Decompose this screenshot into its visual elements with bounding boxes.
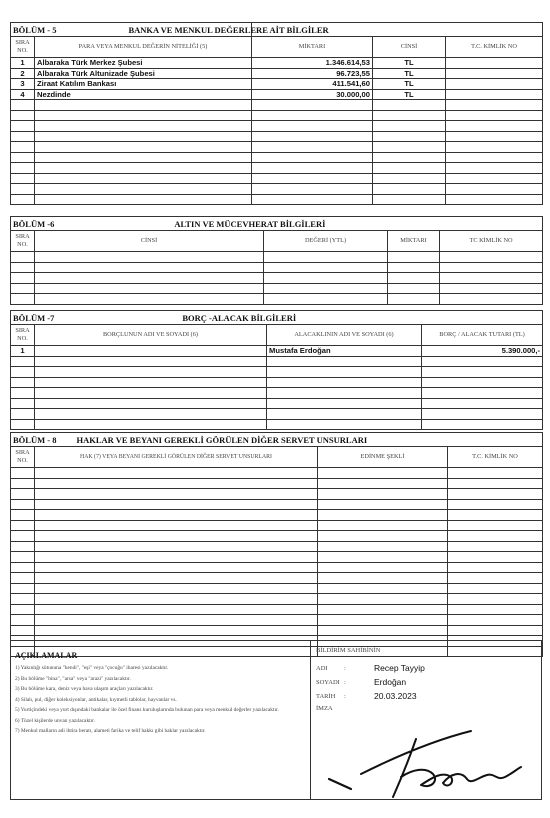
- table-row: [11, 131, 543, 142]
- table-row: [11, 562, 543, 573]
- section-5-title: BANKA VE MENKUL DEĞERLERE AİT BİLGİLER: [128, 24, 329, 35]
- table-row: [11, 625, 543, 636]
- note-item: 1) Yakınlığı sütununa "kendi", "eşi" veya "çocuğu" ibaresi yazılacaktır.: [15, 665, 169, 671]
- row-amount: 96.723,55: [252, 68, 373, 79]
- table-row: [11, 58, 543, 69]
- table-row: [11, 489, 543, 500]
- table-row: [11, 273, 543, 284]
- section-5-title-row: [11, 23, 543, 37]
- note-item: 5) Yurtiçindeki veya yurt dışındaki bankalar ile özel finans kuruluşlarında bulunan para veya menkul değerler yazılacaktır.: [15, 707, 279, 713]
- col-edinme: EDİNME ŞEKLİ: [318, 447, 448, 468]
- section-8-title-row: [11, 433, 543, 447]
- row-name: Ziraat Katılım Bankası: [35, 79, 252, 90]
- table-row: [11, 184, 543, 195]
- col-tutar: BORÇ / ALACAK TUTARI (TL): [422, 325, 543, 346]
- row-no: 4: [11, 89, 35, 100]
- table-row: [11, 89, 543, 100]
- col-miktari: MİKTARI: [388, 231, 440, 252]
- note-item: 3) Bu bölüme kara, deniz veya hava ulaşım araçları yazılacaktır.: [15, 686, 154, 692]
- section-7-header-row: [11, 325, 543, 346]
- row-alacakli: Mustafa Erdoğan: [267, 346, 422, 357]
- col-alacakli: ALACAKLININ ADI VE SOYADI (6): [267, 325, 422, 346]
- section-8-label: BÖLÜM - 8: [13, 434, 57, 445]
- section-6-header-row: [11, 231, 543, 252]
- col-nitelik: PARA VEYA MENKUL DEĞERİN NİTELİĞİ (5): [35, 37, 252, 58]
- section-5-label: BÖLÜM - 5: [13, 24, 57, 35]
- col-tc: T.C. KİMLİK NO: [446, 37, 543, 58]
- table-row: [11, 262, 543, 273]
- section-6-table: [10, 216, 543, 305]
- row-currency: TL: [373, 89, 446, 100]
- declarant-panel: [311, 641, 541, 799]
- row-no: 1: [11, 58, 35, 69]
- section-5-table: [10, 22, 543, 205]
- table-row: [11, 583, 543, 594]
- table-row: [11, 520, 543, 531]
- adi-value: Recep Tayyip: [374, 663, 425, 673]
- section-5-header-row: [11, 37, 543, 58]
- table-row: [11, 252, 543, 263]
- col-tc: T.C. KİMLİK NO: [448, 447, 543, 468]
- table-row: [11, 510, 543, 521]
- table-row: [11, 499, 543, 510]
- row-tutar: 5.390.000,-: [422, 346, 543, 357]
- section-7-title-row: [11, 311, 543, 325]
- col-sira: SIRA NO.: [11, 447, 35, 468]
- row-name: Albaraka Türk Merkez Şubesi: [35, 58, 252, 69]
- note-item: 7) Menkul malların adi ihtira beratı, alameti farika ve telif hakkı gibi haklar yazılacaktır.: [15, 728, 206, 734]
- soyadi-label: SOYADI: [316, 678, 340, 686]
- row-no: 2: [11, 68, 35, 79]
- table-row: [11, 294, 543, 305]
- declarant-soyadi-row: SOYADI : Erdoğan: [316, 677, 407, 687]
- row-currency: TL: [373, 79, 446, 90]
- section-7-title: BORÇ -ALACAK BİLGİLERİ: [182, 312, 297, 323]
- table-row: [11, 173, 543, 184]
- adi-label: ADI: [316, 664, 328, 672]
- table-row: [11, 121, 543, 132]
- row-amount: 411.541,60: [252, 79, 373, 90]
- footer-box: [10, 640, 542, 800]
- table-row: [11, 398, 543, 409]
- notes-panel: [11, 641, 311, 799]
- section-8-header-row: [11, 447, 543, 468]
- row-amount: 1.346.614,53: [252, 58, 373, 69]
- col-sira: SIRA NO.: [11, 231, 35, 252]
- section-6-title: ALTIN VE MÜCEVHERAT BİLGİLERİ: [174, 218, 326, 229]
- section-7-label: BÖLÜM -7: [13, 312, 55, 323]
- row-no: 3: [11, 79, 35, 90]
- table-row: [11, 615, 543, 626]
- note-item: 6) Tüzel kişilerde unvan yazılacaktır.: [15, 717, 95, 724]
- col-hak: HAK (7) VEYA BEYANI GEREKLİ GÖRÜLEN DİĞER SERVET UNSURLARI: [35, 447, 318, 468]
- note-item: 4) Silah, pul, diğer koleksiyonlar, antikalar, kıymetli tablolar, hayvanlar vs.: [15, 696, 177, 703]
- tarih-label: TARİH: [316, 692, 336, 700]
- section-8-table: [10, 432, 543, 657]
- col-borclu: BORÇLUNUN ADI VE SOYADI (6): [35, 325, 267, 346]
- table-row: [11, 367, 543, 378]
- imza-label: İMZA: [316, 705, 333, 712]
- section-6-label: BÖLÜM -6: [13, 218, 55, 229]
- col-cinsi: CİNSİ: [35, 231, 264, 252]
- declarant-heading: BİLDİRİM SAHİBİNİN: [316, 647, 381, 654]
- table-row: [11, 152, 543, 163]
- table-row: [11, 409, 543, 420]
- section-6-title-row: [11, 217, 543, 231]
- tarih-value: 20.03.2023: [374, 691, 417, 701]
- table-row: [11, 79, 543, 90]
- table-row: [11, 541, 543, 552]
- table-row: [11, 573, 543, 584]
- table-row: [11, 377, 543, 388]
- col-cinsi: CİNSİ: [373, 37, 446, 58]
- note-item: 2) Bu bölüme "bina", "arsa" veya "arazi" yazılacaktır.: [15, 675, 131, 682]
- row-currency: TL: [373, 68, 446, 79]
- declarant-tarih-row: TARİH : 20.03.2023: [316, 691, 417, 701]
- declarant-adi-row: ADI : Recep Tayyip: [316, 663, 425, 673]
- table-row: [11, 604, 543, 615]
- section-7-table: [10, 310, 543, 430]
- section-8-title: HAKLAR VE BEYANI GEREKLİ GÖRÜLEN DİĞER SERVET UNSURLARI: [76, 434, 368, 445]
- table-row: [11, 468, 543, 479]
- table-row: [11, 552, 543, 563]
- table-row: [11, 110, 543, 121]
- col-miktar: MİKTARI: [252, 37, 373, 58]
- signature-image: [321, 719, 536, 799]
- table-row: [11, 283, 543, 294]
- row-name: Nezdinde: [35, 89, 252, 100]
- soyadi-value: Erdoğan: [374, 677, 407, 687]
- table-row: [11, 388, 543, 399]
- col-sira: SIRA NO.: [11, 325, 35, 346]
- table-row: [11, 194, 543, 205]
- row-amount: 30.000,00: [252, 89, 373, 100]
- table-row: [11, 346, 543, 357]
- row-currency: TL: [373, 58, 446, 69]
- col-sira: SIRA NO.: [11, 37, 35, 58]
- notes-title: AÇIKLAMALAR: [15, 651, 78, 660]
- table-row: [11, 594, 543, 605]
- col-degeri: DEĞERİ (YTL): [264, 231, 388, 252]
- table-row: [11, 531, 543, 542]
- table-row: [11, 100, 543, 111]
- table-row: [11, 356, 543, 367]
- row-name: Albaraka Türk Altunizade Şubesi: [35, 68, 252, 79]
- row-borclu: [35, 346, 267, 357]
- row-no: 1: [11, 346, 35, 357]
- table-row: [11, 163, 543, 174]
- table-row: [11, 478, 543, 489]
- table-row: [11, 419, 543, 430]
- col-tc: TC KİMLİK NO: [440, 231, 543, 252]
- table-row: [11, 142, 543, 153]
- table-row: [11, 68, 543, 79]
